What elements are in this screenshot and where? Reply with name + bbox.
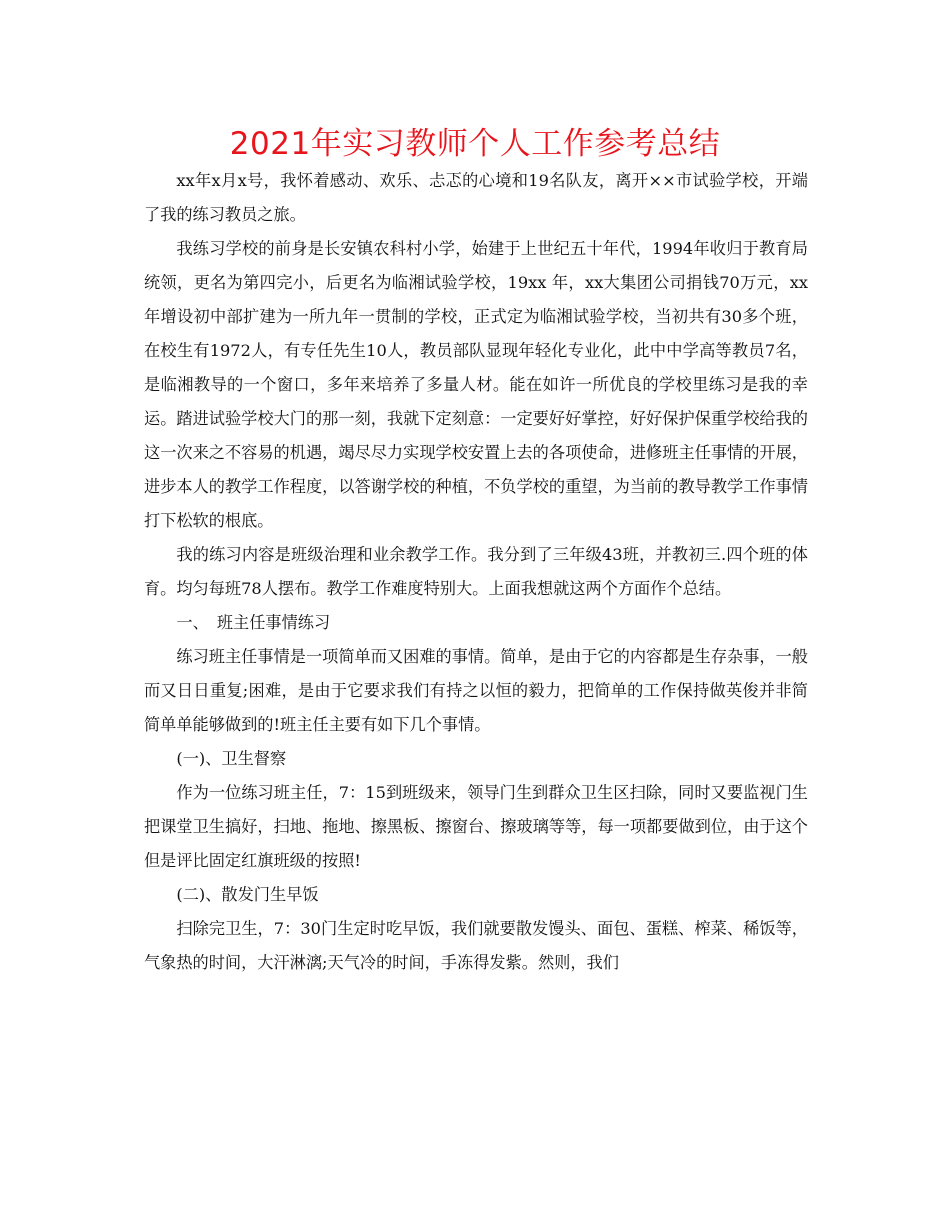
document-title: 2021年实习教师个人工作参考总结 — [229, 126, 721, 162]
section-heading-head-teacher: 一、 班主任事情练习 — [176, 613, 331, 632]
subheading-breakfast: (二)、散发门生早饭 — [176, 885, 319, 904]
paragraph-intro: xx年x月x号，我怀着感动、欢乐、忐忑的心境和19名队友，离开××市试验学校，开端了我的练习教员之旅。 — [144, 171, 808, 224]
paragraph-head-teacher-work: 练习班主任事情是一项简单而又困难的事情。简单，是由于它的内容都是生存杂事，一般而又日日重复;困难，是由于它要求我们有持之以恒的毅力，把简单的工作保持做英俊并非简简单单能够做到的!班主任主要有如下几个事情。 — [144, 647, 808, 734]
subheading-hygiene: (一)、卫生督察 — [176, 749, 287, 768]
document-body — [144, 164, 808, 980]
paragraph-breakfast: 扫除完卫生，7：30门生定时吃早饭，我们就要散发馒头、面包、蛋糕、榨菜、稀饭等，气象热的时间，大汗淋漓;天气冷的时间，手冻得发紫。然则，我们 — [144, 919, 808, 972]
paragraph-school-background: 我练习学校的前身是长安镇农科村小学，始建于上世纪五十年代，1994年收归于教育局统领，更名为第四完小，后更名为临湘试验学校，19xx 年，xx大集团公司捐钱70万元，xx年增设初中部扩建为一所九年一贯制的学校，正式定为临湘试验学校，当初共有30多个班，在校生有1972人，有专任先生10人，教员部队显现年轻化专业化，此中中学高等教员7名，是临湘教导的一个窗口，多年来培养了多量人材。能在如许一所优良的学校里练习是我的幸运。踏进试验学校大门的那一刻，我就下定刻意：一定要好好掌控，好好保护保重学校给我的这一次来之不容易的机遇，竭尽尽力实现学校安置上去的各项使命，进修班主任事情的开展，进步本人的教学工作程度，以答谢学校的种植，不负学校的重望，为当前的教导教学工作事情打下松软的根底。 — [144, 239, 808, 530]
paragraph-practice-content: 我的练习内容是班级治理和业余教学工作。我分到了三年级43班，并教初三.四个班的体育。均匀每班78人摆布。教学工作难度特别大。上面我想就这两个方面作个总结。 — [144, 545, 808, 598]
paragraph-hygiene: 作为一位练习班主任，7：15到班级来，领导门生到群众卫生区扫除，同时又要监视门生把课堂卫生搞好，扫地、拖地、擦黑板、擦窗台、擦玻璃等等，每一项都要做到位，由于这个但是评比固定红旗班级的按照! — [144, 783, 808, 870]
